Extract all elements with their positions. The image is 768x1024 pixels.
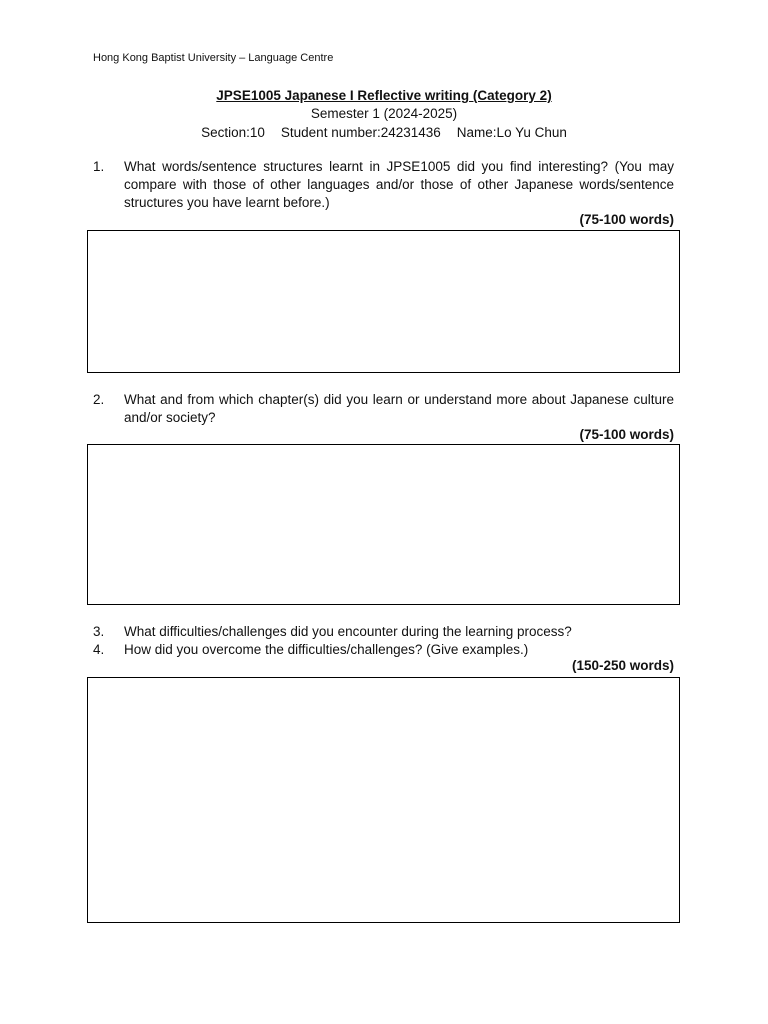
answer-box-q1[interactable] [87, 230, 680, 373]
answer-box-q34[interactable] [87, 677, 680, 923]
question-number: 3. [93, 624, 105, 639]
question-number: 2. [93, 392, 105, 407]
title-block [0, 87, 768, 142]
question-text: How did you overcome the difficulties/challenges? (Give examples.) [124, 642, 529, 657]
answer-box-q2[interactable] [87, 444, 680, 605]
document-title: JPSE1005 Japanese I Reflective writing (Category 2) [216, 88, 552, 103]
student-info-line [0, 123, 768, 142]
question-text: What words/sentence structures learnt in JPSE1005 did you find interesting? (You may compare with those of other languages and/or those of other Japanese words/sentence structures you have learnt before.) [124, 159, 674, 210]
semester-label: Semester 1 (2024-2025) [310, 106, 458, 121]
question-text: What and from which chapter(s) did you learn or understand more about Japanese culture and/or society? [124, 392, 674, 425]
student-name-label: Name:Lo Yu Chun [456, 125, 567, 140]
question-3 [93, 623, 674, 641]
question-text: What difficulties/challenges did you encounter during the learning process? [124, 624, 572, 639]
institution-header: Hong Kong Baptist University – Language Centre [93, 52, 334, 64]
section-label: Section:10 [201, 125, 265, 140]
student-number-label: Student number:24231436 [280, 125, 441, 140]
question-number: 4. [93, 642, 105, 657]
question-1 [93, 158, 674, 212]
question-number: 1. [93, 159, 105, 174]
word-count-q1: (75-100 words) [579, 212, 674, 227]
question-2 [93, 391, 674, 427]
word-count-q2: (75-100 words) [579, 427, 674, 442]
question-4 [93, 641, 674, 659]
word-count-q34: (150-250 words) [571, 658, 674, 673]
